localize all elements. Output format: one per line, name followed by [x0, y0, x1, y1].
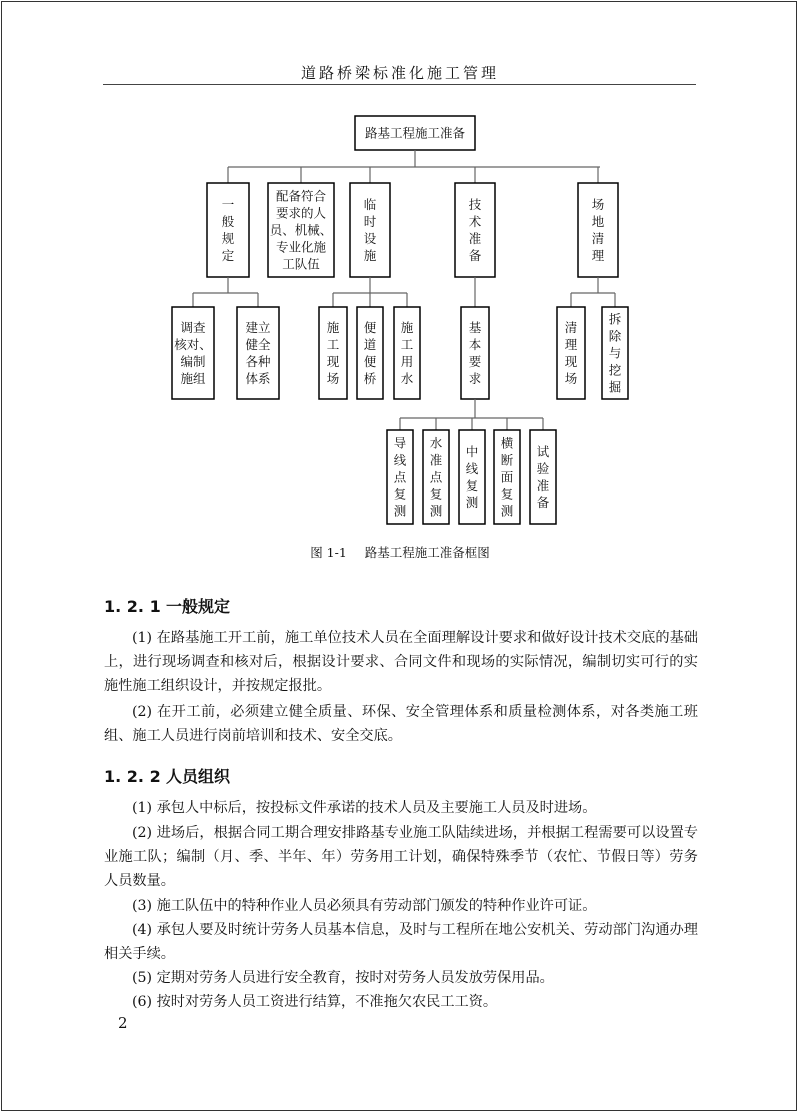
section-number: 1. 2. 2: [104, 767, 161, 786]
box-label-line: 测: [393, 503, 407, 519]
box-label-line: 掘: [608, 379, 622, 395]
box-label-line: 试: [536, 444, 550, 459]
box-label-line: 施: [400, 320, 414, 335]
box-label-line: 测: [429, 503, 443, 519]
box-label-line: 编制: [180, 354, 206, 369]
box-label-line: 健全: [245, 337, 271, 352]
box-label-line: 复: [465, 478, 479, 493]
box-label-line: 准: [536, 478, 550, 493]
figure-number: 图 1-1: [310, 545, 347, 560]
box-label-line: 专业化施: [275, 239, 327, 255]
box-label-line: 桥: [363, 371, 377, 386]
box-label-line: 便: [363, 354, 377, 369]
box-label-line: 技: [468, 197, 482, 212]
box-label-line: 员、机械、: [269, 222, 333, 238]
box-label-line: 术: [468, 214, 482, 229]
box-label-line: 施: [363, 248, 377, 263]
figure-caption: [0, 543, 800, 561]
box-label-line: 临: [363, 197, 377, 212]
level2-box: [357, 307, 383, 399]
level2-box: [394, 307, 420, 399]
box-label-line: 各种: [245, 354, 271, 369]
level1-box: [350, 183, 390, 277]
box-label-line: 横: [500, 435, 514, 451]
box-label-line: 面: [500, 469, 514, 485]
box-label-line: 点: [393, 469, 407, 485]
level3-box: [387, 430, 413, 524]
paragraph: (1) 在路基施工开工前，施工单位技术人员在全面理解设计要求和做好设计技术交底的基础上，进行现场调查和核对后，根据设计要求、合同文件和现场的实际情况，编制切实可行的实施性施工组织设计，并按规定报批。: [104, 630, 698, 694]
level2-box: [319, 307, 347, 399]
paragraph: (6) 按时对劳务人员工资进行结算，不准拖欠农民工工资。: [132, 994, 498, 1010]
box-label-line: 核对、: [174, 337, 212, 352]
box-label-line: 点: [429, 469, 443, 485]
box-label-line: 现: [564, 354, 578, 369]
box-label-line: 地: [591, 214, 605, 229]
box-label-line: 准: [468, 231, 482, 246]
level2-box: [172, 307, 214, 399]
box-label-line: 备: [536, 495, 550, 510]
level1-box: [455, 183, 495, 277]
paragraph: (5) 定期对劳务人员进行安全教育，按时对劳务人员发放劳保用品。: [132, 970, 554, 986]
box-label-line: 线: [465, 461, 479, 476]
root-box: [355, 116, 475, 150]
box-label-line: 便: [363, 320, 377, 335]
level1-box: [268, 183, 334, 277]
box-label-line: 体系: [245, 371, 271, 386]
box-label-line: 理: [564, 337, 578, 352]
level2-box: [557, 307, 585, 399]
box-label-line: 路基工程施工准备: [364, 125, 466, 141]
box-label-line: 设: [363, 231, 377, 246]
box-label-line: 一: [221, 197, 235, 212]
box-label-line: 配备符合: [275, 188, 327, 204]
box-label-line: 规: [221, 231, 235, 246]
level1-box: [578, 183, 618, 277]
box-label-line: 清: [591, 231, 605, 246]
box-label-line: 场: [564, 371, 578, 386]
box-label-line: 施: [326, 320, 340, 335]
box-label-line: 施组: [180, 371, 206, 386]
level3-box: [459, 430, 485, 524]
box-label-line: 与: [608, 345, 622, 361]
level1-box: [207, 183, 249, 277]
paragraph: (3) 施工队伍中的特种作业人员必须具有劳动部门颁发的特种作业许可证。: [132, 898, 597, 914]
box-label-line: 本: [468, 337, 482, 352]
box-label-line: 拆: [608, 311, 622, 327]
box-label-line: 水: [400, 371, 414, 386]
box-label-line: 线: [393, 452, 407, 468]
box-label-line: 理: [591, 248, 605, 263]
paragraph: (1) 承包人中标后，按投标文件承诺的技术人员及主要施工人员及时进场。: [132, 800, 597, 816]
box-label-line: 工: [400, 337, 414, 352]
box-label-line: 时: [363, 214, 377, 229]
box-label-line: 挖: [608, 362, 622, 378]
level3-box: [530, 430, 556, 524]
section-heading: [104, 764, 230, 787]
page-number: 2: [118, 1014, 128, 1032]
paragraph: (2) 进场后，根据合同工期合理安排路基专业施工队陆续进场，并根据工程需要可以设置专业施工队；编制（月、季、半年、年）劳务用工计划，确保特殊季节（农忙、节假日等）劳务人员数量。: [104, 825, 698, 889]
box-label-line: 清: [564, 320, 578, 335]
section-number: 1. 2. 1: [104, 597, 161, 616]
box-label-line: 现: [326, 354, 340, 369]
box-label-line: 除: [608, 328, 622, 344]
box-label-line: 要: [468, 354, 482, 369]
box-label-line: 定: [221, 248, 235, 263]
box-label-line: 准: [429, 452, 443, 468]
box-label-line: 基: [468, 320, 482, 335]
box-label-line: 工: [326, 337, 340, 352]
box-label-line: 测: [465, 495, 479, 510]
box-label-line: 工队伍: [282, 256, 320, 272]
construction-prep-flowchart: [0, 0, 800, 540]
box-label-line: 中: [465, 444, 479, 459]
box-label-line: 复: [429, 486, 443, 502]
box-label-line: 调查: [180, 320, 206, 335]
level3-box: [423, 430, 449, 524]
level2-box: [237, 307, 279, 399]
section-title: 人员组织: [166, 767, 231, 786]
paragraph: (4) 承包人要及时统计劳务人员基本信息，及时与工程所在地公安机关、劳动部门沟通办理相关手续。: [104, 922, 698, 962]
section-heading: [104, 594, 230, 617]
running-header: 道路桥梁标准化施工管理: [300, 64, 499, 82]
box-label-line: 水: [429, 435, 443, 451]
section-title: 一般规定: [166, 597, 231, 616]
box-label-line: 要求的人: [275, 205, 327, 221]
box-label-line: 复: [500, 486, 514, 502]
box-label-line: 场: [591, 197, 605, 212]
level3-box: [494, 430, 520, 524]
box-label-line: 求: [468, 371, 482, 386]
box-label-line: 用: [400, 354, 414, 369]
box-label-line: 道: [363, 337, 377, 352]
box-label-line: 般: [221, 214, 235, 229]
box-label-line: 验: [536, 461, 550, 476]
box-label-line: 测: [500, 503, 514, 519]
level2-box: [602, 307, 628, 399]
box-label-line: 场: [326, 371, 340, 386]
level2-box: [461, 307, 489, 399]
box-label-line: 建立: [245, 320, 271, 335]
box-label-line: 备: [468, 248, 482, 263]
box-label-line: 复: [393, 486, 407, 502]
figure-caption-text: 路基工程施工准备框图: [364, 545, 490, 560]
box-label-line: 断: [500, 452, 514, 468]
paragraph: (2) 在开工前，必须建立健全质量、环保、安全管理体系和质量检测体系，对各类施工班组、施工人员进行岗前培训和技术、安全交底。: [104, 704, 698, 744]
box-label-line: 导: [393, 435, 407, 451]
